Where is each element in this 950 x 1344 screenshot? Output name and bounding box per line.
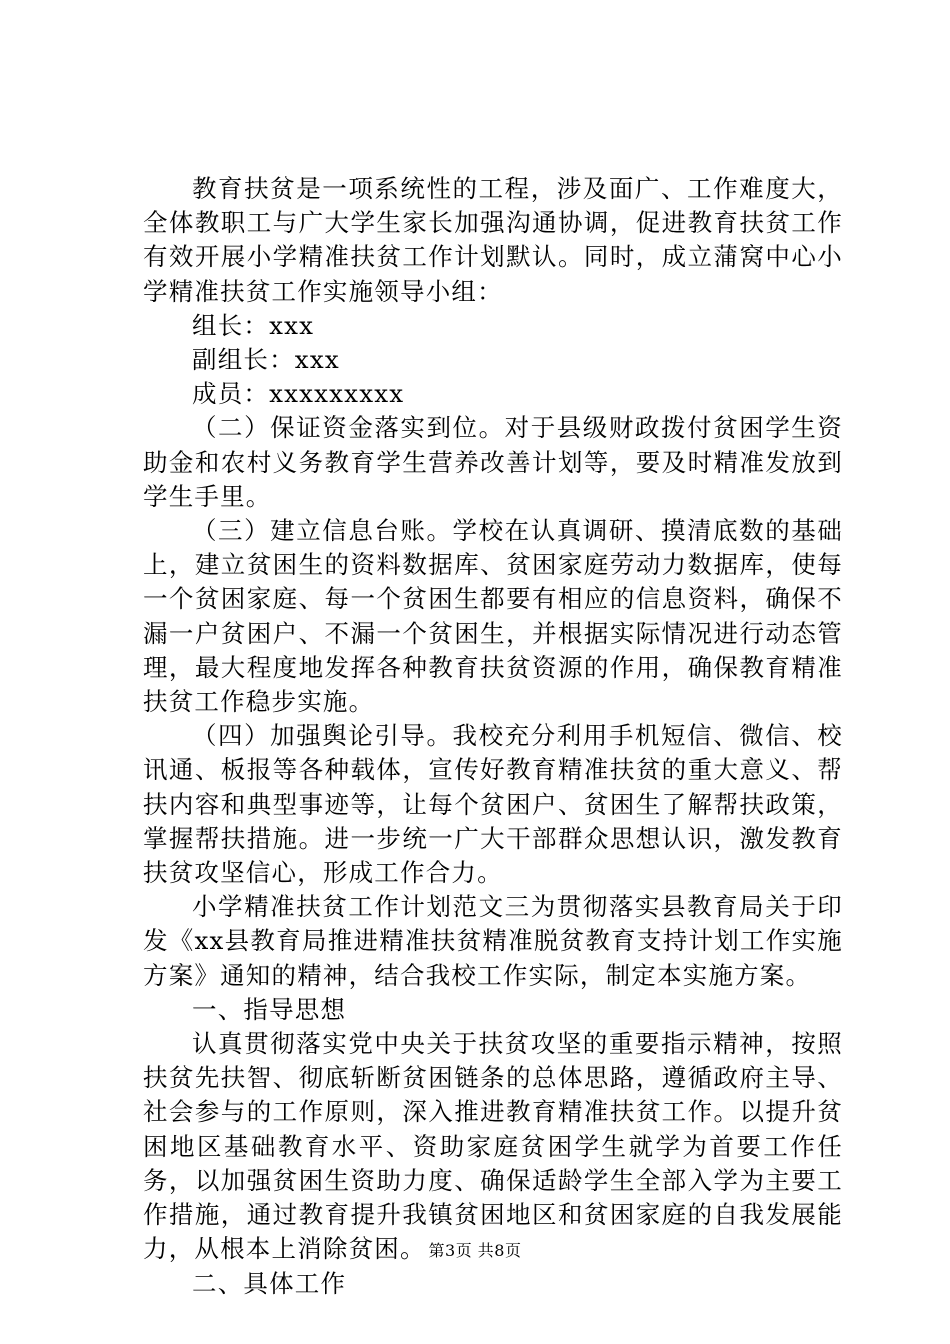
paragraph-public-opinion: （四）加强舆论引导。我校充分利用手机短信、微信、校讯通、板报等各种载体，宣传好教育精准扶贫的重大意义、帮扶内容和典型事迹等，让每个贫困户、贫困生了解帮扶政策，掌握帮扶措施。进一步统一广大干部群众思想认识，激发教育扶贫攻坚信心，形成工作合力。 [143, 721, 843, 888]
paragraph-funding: （二）保证资金落实到位。对于县级财政拨付贫困学生资助金和农村义务教育学生营养改善计划等，要及时精准发放到学生手里。 [143, 413, 843, 511]
paragraph-plan-three: 小学精准扶贫工作计划范文三为贯彻落实县教育局关于印发《xx县教育局推进精准扶贫精准脱贫教育支持计划工作实施方案》通知的精神，结合我校工作实际，制定本实施方案。 [143, 892, 843, 990]
paragraph-info-ledger: （三）建立信息台账。学校在认真调研、摸清底数的基础上，建立贫困生的资料数据库、贫困家庭劳动力数据库，使每一个贫困家庭、每一个贫困生都要有相应的信息资料，确保不漏一户贫困户、不漏一个贫困生，并根据实际情况进行动态管理，最大程度地发挥各种教育扶贫资源的作用，确保教育精准扶贫工作稳步实施。 [143, 516, 843, 717]
paragraph-team-leader: 组长：xxx [192, 310, 315, 340]
paragraph-deputy-leader: 副组长：xxx [192, 345, 340, 375]
heading-specific-work: 二、具体工作 [192, 1268, 347, 1298]
page-footer: 第3页 共8页 [428, 1241, 522, 1260]
paragraph-members: 成员：xxxxxxxxx [192, 379, 405, 409]
document-body [143, 172, 843, 1301]
paragraph-guiding-ideology: 认真贯彻落实党中央关于扶贫攻坚的重要指示精神，按照扶贫先扶智、彻底斩断贫困链条的总体思路，遵循政府主导、社会参与的工作原则，深入推进教育精准扶贫工作。以提升贫困地区基础教育水平、资助家庭贫困学生就学为首要工作任务，以加强贫困生资助力度、确保适龄学生全部入学为主要工作措施，通过教育提升我镇贫困地区和贫困家庭的自我发展能力，从根本上消除贫困。 [143, 1029, 843, 1264]
heading-guiding-ideology: 一、指导思想 [192, 994, 347, 1024]
paragraph-intro: 教育扶贫是一项系统性的工程，涉及面广、工作难度大，全体教职工与广大学生家长加强沟通协调，促进教育扶贫工作有效开展小学精准扶贫工作计划默认。同时，成立蒲窝中心小学精准扶贫工作实施领导小组： [143, 174, 843, 306]
